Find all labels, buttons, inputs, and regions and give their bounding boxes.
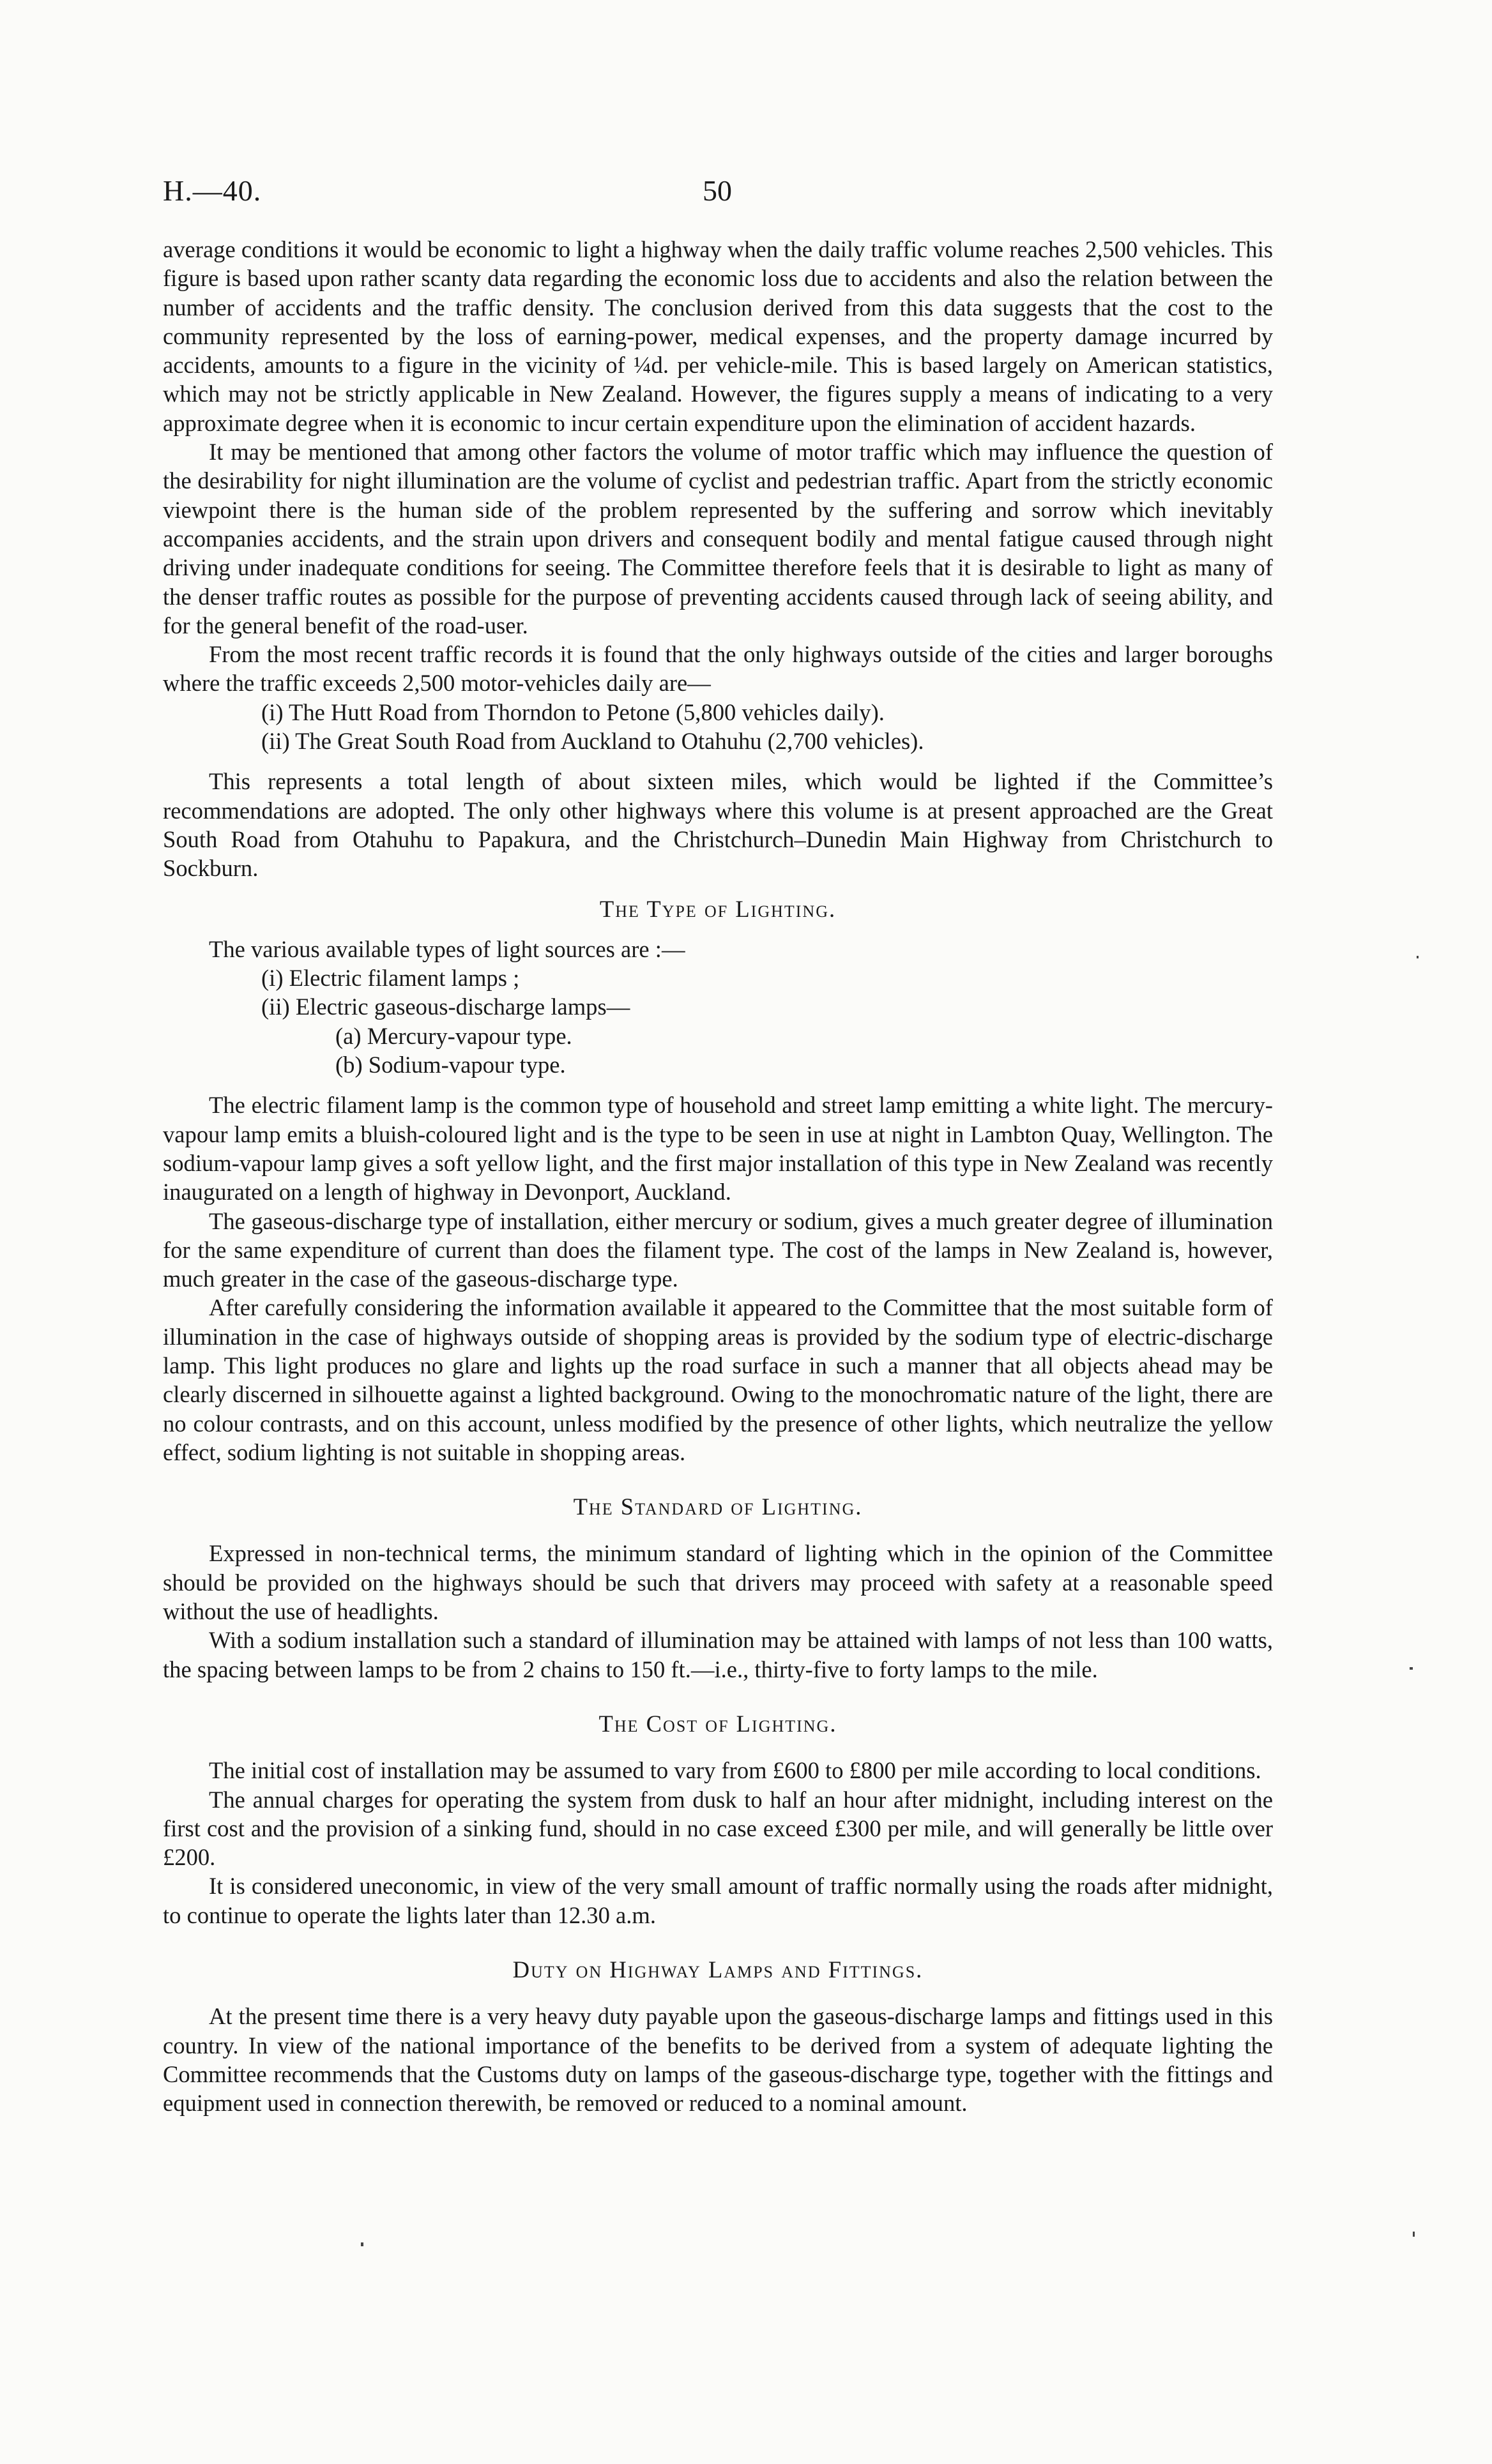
paragraph: From the most recent traffic records it is found that the only highways outside of the cities and larger boroughs where the traffic exceeds 2,500 motor-vehicles daily are— — [163, 641, 1273, 697]
section-heading: The Standard of Lighting. — [573, 1493, 863, 1520]
highway-list — [163, 698, 1273, 756]
list-item: (i) The Hutt Road from Thorndon to Petone (5,800 vehicles daily). — [261, 699, 885, 725]
paragraph: The initial cost of installation may be assumed to vary from £600 to £800 per mile according to local conditions. — [209, 1757, 1261, 1784]
scan-speck — [1413, 2232, 1415, 2237]
paragraph: average conditions it would be economic to light a highway when the daily traffic volume reaches 2,500 vehicles. This figure is based upon rather scanty data regarding the economic loss due to accidents and also the relation between the number of accidents and the traffic density. The conclusion derived from this data suggests that the cost to the community represented by the loss of earning-power, medical expenses, and the property damage incurred by accidents, amounts to a figure in the vicinity of ¼d. per vehicle-mile. This is based largely on American statistics, which may not be strictly applicable in New Zealand. However, the figures supply a means of indicating to a very approximate degree when it is economic to incur certain expenditure upon the elimination of accident hazards. — [163, 236, 1273, 436]
list-item: (i) Electric filament lamps ; — [261, 965, 520, 992]
paragraph: It is considered uneconomic, in view of the very small amount of traffic normally using the roads after midnight, to continue to operate the lights later than 12.30 a.m. — [163, 1873, 1273, 1928]
paragraph: The annual charges for operating the system from dusk to half an hour after midnight, including interest on the first cost and the provision of a sinking fund, should in no case exceed £300 per mile, and will generally be little over £200. — [163, 1786, 1273, 1871]
section-heading: The Cost of Lighting. — [598, 1710, 837, 1737]
paragraph: Expressed in non-technical terms, the minimum standard of lighting which in the opinion of the Committee should be provided on the highways should be such that drivers may proceed with safety at a reasonable speed without the use of headlights. — [163, 1540, 1273, 1625]
paragraph: With a sodium installation such a standard of illumination may be attained with lamps of not less than 100 watts, the spacing between lamps to be from 2 chains to 150 ft.—i.e., thirty-five to forty lamps to the mile. — [163, 1627, 1273, 1682]
paragraph: At the present time there is a very heavy duty payable upon the gaseous-discharge lamps and fittings used in this country. In view of the national importance of the benefits to be derived from a system of adequate lighting the Committee recommends that the Customs duty on lamps of the gaseous-discharge type, together with the fittings and equipment used in connection therewith, be removed or reduced to a nominal amount. — [163, 2003, 1273, 2117]
scan-speck — [1417, 956, 1419, 958]
paragraph: After carefully considering the information available it appeared to the Committee that the most suitable form of illumination in the case of highways outside of shopping areas is provided by the sodium type of electric-discharge lamp. This light produces no glare and lights up the road surface in such a manner that all objects ahead may be clearly discerned in silhouette against a lighted background. Owing to the monochromatic nature of the light, there are no colour contrasts, and on this account, unless modified by the presence of other lights, which neutralize the yellow effect, sodium lighting is not suitable in shopping areas. — [163, 1294, 1273, 1465]
list-subitem: (b) Sodium-vapour type. — [335, 1052, 566, 1078]
light-source-list — [163, 964, 1273, 1079]
page-number: 50 — [703, 174, 732, 207]
section-heading: The Type of Lighting. — [599, 895, 837, 922]
scan-speck — [1410, 1667, 1413, 1670]
list-item: (ii) The Great South Road from Auckland to Otahuhu (2,700 vehicles). — [261, 728, 924, 755]
paragraph: The gaseous-discharge type of installation, either mercury or sodium, gives a much greater degree of illumination for the same expenditure of current than does the filament type. The cost of the lamps in New Zealand is, however, much greater in the case of the gaseous-discharge type. — [163, 1207, 1273, 1292]
section-heading: Duty on Highway Lamps and Fittings. — [512, 1956, 924, 1983]
paragraph: The electric filament lamp is the common type of household and street lamp emitting a white light. The mercury-vapour lamp emits a bluish-coloured light and is the type to be seen in use at night in Lambton Quay, Wellington. The sodium-vapour lamp gives a soft yellow light, and the first major installation of this type in New Zealand was recently inaugurated on a length of highway in Devonport, Auckland. — [163, 1092, 1273, 1206]
list-item: (ii) Electric gaseous-discharge lamps— — [261, 994, 630, 1020]
paragraph: This represents a total length of about sixteen miles, which would be lighted if the Committee’s recommendations are adopted. The only other highways where this volume is at present approached are the Great South Road from Otahuhu to Papakura, and the Christchurch–Dunedin Main Highway from Christchurch to Sockburn. — [163, 768, 1273, 882]
paragraph: It may be mentioned that among other factors the volume of motor traffic which may influence the question of the desirability for night illumination are the volume of cyclist and pedestrian traffic. Apart from the strictly economic viewpoint there is the human side of the problem represented by the suffering and sorrow which inevitably accompanies accidents, and the strain upon drivers and consequent bodily and mental fatigue caused through night driving under inadequate conditions for seeing. The Committee therefore feels that it is desirable to light as many of the denser traffic routes as possible for the purpose of preventing accidents caused through lack of seeing ability, and for the general benefit of the road-user. — [163, 439, 1273, 639]
scan-speck — [361, 2242, 363, 2246]
paragraph: The various available types of light sources are :— — [209, 935, 685, 962]
report-reference: H.—40. — [163, 174, 262, 207]
list-subitem: (a) Mercury-vapour type. — [335, 1022, 572, 1049]
document-body — [163, 235, 1273, 2118]
